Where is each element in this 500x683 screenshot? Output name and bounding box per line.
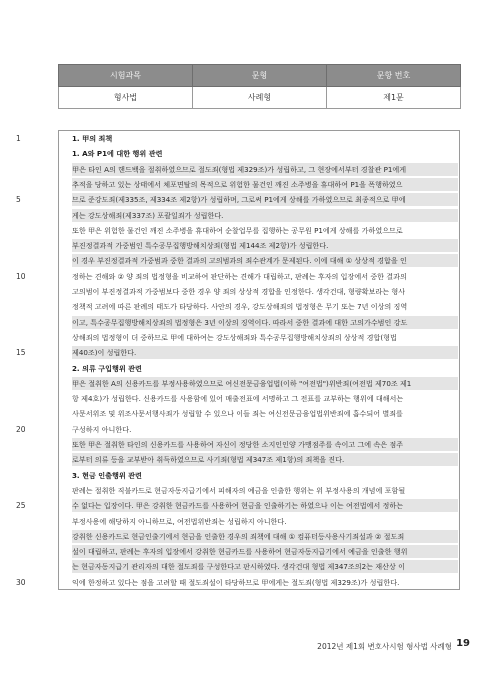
exam-info-header-row — [59, 65, 461, 87]
line-number: 30 — [16, 577, 26, 587]
line-number: 20 — [16, 424, 26, 434]
answer-line: 정하는 견해와 ② 양 죄의 법정형을 비교하여 판단하는 견해가 대립하고, 판례는 후자의 입장에서 중한 결과의 — [72, 271, 407, 281]
question-number-value: 제1문 — [327, 87, 461, 109]
question-number-header: 문항 번호 — [327, 65, 461, 87]
answer-line: 또한 甲은 절취한 타인의 신용카드를 사용하여 자신이 정당한 소지인인양 가맹점주를 속이고 그에 속은 점주 — [72, 438, 458, 451]
answer-line: 설이 대립하고, 판례는 후자의 입장에서 강취한 현금카드를 사용하여 현금자동지급기에서 예금을 인출한 행위 — [72, 545, 458, 558]
answer-line: 이 경우 부진정결과적 가중범과 중한 결과의 고의범과의 죄수관계가 문제된다. 이에 대해 ① 상상적 경합을 인 — [72, 254, 458, 267]
answer-line: 항 제4호)가 성립한다. 신용카드를 사용함에 있어 매출전표에 서명하고 그 전표를 교부하는 행위에 대해서는 — [72, 394, 404, 404]
line-number: 10 — [16, 271, 26, 281]
answer-line: 판례는 절취한 직불카드로 현금자동지급기에서 피해자의 예금을 인출한 행위는 위 부정사용의 개념에 포함될 — [72, 485, 406, 495]
answer-line: 제40조)이 성립한다. — [72, 346, 458, 359]
answer-line: 는 현금자동지급기 관리자의 대한 절도죄를 구성한다고 판시하였다. 생각건대 형법 제347조의2는 재산상 이 — [72, 560, 458, 573]
answer-line: 정책적 고려에 따른 판례의 태도가 타당하다. 사안의 경우, 강도상해죄의 법정형은 무기 또는 7년 이상의 징역 — [72, 302, 408, 312]
line-number: 1 — [16, 134, 21, 143]
answer-line: 부진정결과적 가중범인 특수공무집행방해치상죄(형법 제144조 제2항)가 성립한다. — [72, 239, 458, 252]
line-number: 15 — [16, 348, 26, 358]
page-number: 19 — [456, 638, 470, 649]
answer-line: 게는 강도상해죄(제337조) 포괄일죄가 성립한다. — [72, 209, 458, 222]
line-number: 5 — [16, 195, 21, 205]
exam-info-value-row — [59, 87, 461, 109]
exam-info-table — [58, 64, 461, 109]
answer-line: 또한 甲은 위험한 물건인 깨진 소주병을 휴대하여 순찰업무를 집행하는 공무원 P1에게 상해를 가하였으므로 — [72, 225, 403, 235]
answer-line: 구성하지 아니한다. — [72, 424, 132, 434]
answer-line: 부정사용에 해당하지 아니하므로, 여전법위반죄는 성립하지 아니한다. — [72, 516, 287, 526]
answer-line: 사문서위조 및 위조사문서행사죄가 성립할 수 있으나 이들 죄는 여신전문금융업법위반죄에 흡수되어 별죄를 — [72, 409, 403, 419]
section-heading: 3. 현금 인출행위 관련 — [72, 470, 142, 480]
section-heading: 1. A와 P1에 대한 행위 관련 — [72, 149, 163, 159]
answer-line: 甲은 절취한 A의 신용카드를 부정사용하였으므로 여신전문금융업법(이하 "여전법")위반죄(여전법 제70조 제1 — [72, 377, 458, 390]
answer-line: 강취한 신용카드로 현금인출기에서 현금을 인출한 경우의 죄책에 대해 ① 컴퓨터등사용사기죄설과 ② 절도죄 — [72, 530, 458, 543]
subject-value: 형사법 — [59, 87, 193, 109]
answer-line: 고의범이 부진정결과적 가중범보다 중한 경우 양 죄의 상상적 경합을 인정한다. 생각건대, 형량확보라는 형사 — [72, 287, 406, 296]
answer-line: 수 없다는 입장이다. 甲은 강취한 현금카드를 사용하여 현금을 인출하기는 하였으나 이는 여전법에서 정하는 — [72, 499, 458, 512]
answer-line: 로부터 의류 등을 교부받아 취득하였으므로 사기죄(형법 제347조 제1항)의 죄책을 진다. — [72, 453, 458, 466]
section-heading: 2. 의류 구입행위 관련 — [72, 363, 142, 373]
section-heading: 1. 甲의 죄책 — [72, 134, 113, 143]
answer-line: 추적을 당하고 있는 상태에서 체포면탈의 목적으로 위험한 물건인 깨진 소주병을 휴대하여 P1을 폭행하였으 — [72, 178, 458, 191]
line-number: 25 — [16, 501, 26, 511]
type-value: 사례형 — [193, 87, 327, 109]
answer-line: 므로 준강도죄(제335조, 제334조 제2항)가 성립하며, 그로써 P1에게 상해를 가하였으므로 최종적으로 甲에 — [72, 193, 458, 206]
answer-line: 익에 한정하고 있다는 점을 고려할 때 절도죄설이 타당하므로 甲에게는 절도죄(형법 제329조)가 성립한다. — [72, 577, 400, 587]
answer-line: 이고, 특수공무집행방해치상죄의 법정형은 3년 이상의 징역이다. 따라서 중한 결과에 대한 고의가수범인 강도 — [72, 316, 458, 329]
footer-title: 2012년 제1회 변호사시험 형사법 사례형 — [317, 642, 452, 651]
subject-header: 시험과목 — [59, 65, 193, 87]
type-header: 문형 — [193, 65, 327, 87]
answer-line: 甲은 타인 A의 핸드백을 절취하였으므로 절도죄(형법 제329조)가 성립하고, 그 현장에서부터 경찰관 P1에게 — [72, 163, 458, 176]
answer-line: 상해죄의 법정형이 더 중하므로 甲에 대하여는 강도상해죄와 특수공무집행방해치상죄의 상상적 경합(형법 — [72, 332, 397, 342]
